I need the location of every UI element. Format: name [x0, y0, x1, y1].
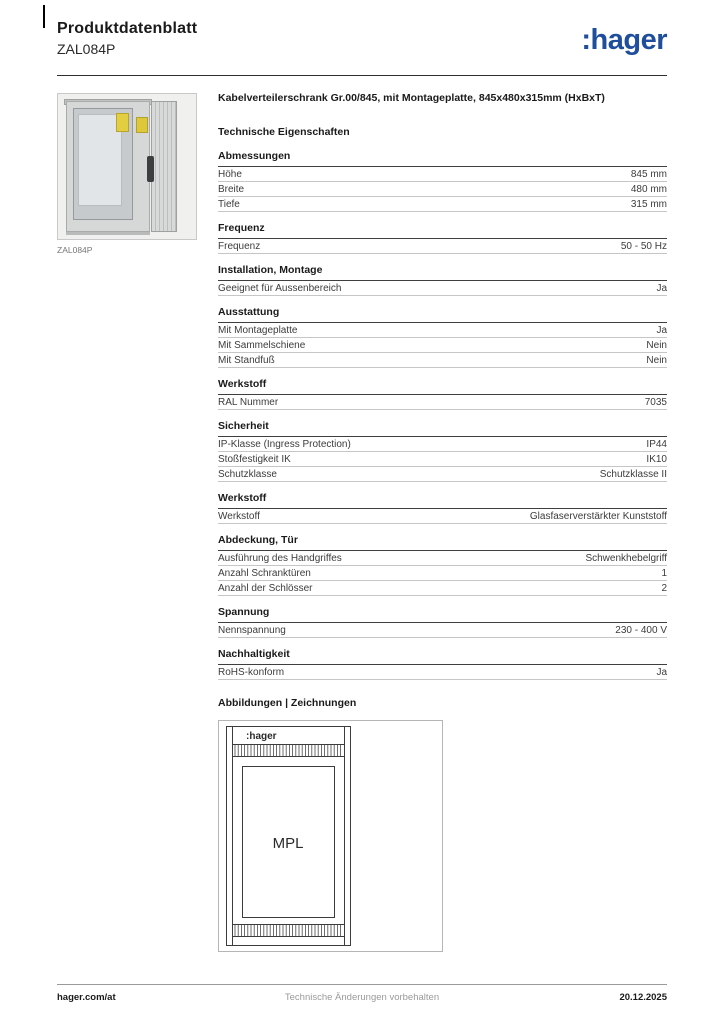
- specs-heading: Technische Eigenschaften: [218, 126, 350, 139]
- spec-value: 315 mm: [630, 198, 667, 210]
- spec-section: [218, 375, 667, 410]
- spec-row: [218, 353, 667, 368]
- footer-divider: [57, 984, 667, 985]
- spec-row: [218, 509, 667, 524]
- spec-label: Anzahl der Schlösser: [218, 582, 313, 594]
- page-title: Produktdatenblatt: [57, 20, 198, 37]
- spec-row: [218, 452, 667, 467]
- spec-section: [218, 603, 667, 638]
- cabinet-door-open: [151, 101, 177, 232]
- drawings-heading: Abbildungen | Zeichnungen: [218, 697, 357, 710]
- spec-row: [218, 281, 667, 296]
- spec-label: Tiefe: [218, 198, 240, 210]
- cabinet-interior: [73, 108, 133, 220]
- door-handle: [147, 156, 154, 182]
- header-divider: [57, 75, 667, 76]
- main-content: [218, 92, 667, 952]
- yellow-document-tag: [116, 113, 129, 132]
- spec-label: Mit Standfuß: [218, 354, 275, 366]
- spec-value: Glasfaserverstärkter Kunststoff: [529, 510, 667, 522]
- spec-label: Frequenz: [218, 240, 261, 252]
- spec-row: [218, 623, 667, 638]
- spec-value: 1: [661, 567, 667, 579]
- vent-grille-top: [235, 745, 341, 756]
- spec-section: [218, 645, 667, 680]
- section-title: Ausstattung: [218, 303, 667, 323]
- spec-label: Werkstoff: [218, 510, 260, 522]
- spec-label: Anzahl Schranktüren: [218, 567, 311, 579]
- hager-logo: :hager: [581, 24, 667, 56]
- spec-section: [218, 417, 667, 482]
- section-title: Nachhaltigkeit: [218, 645, 667, 665]
- technical-drawing: [218, 720, 443, 952]
- section-title: Abdeckung, Tür: [218, 531, 667, 551]
- vent-grille-bottom: [235, 925, 341, 936]
- photo-caption: ZAL084P: [57, 245, 93, 255]
- section-title: Frequenz: [218, 219, 667, 239]
- spec-section: [218, 531, 667, 596]
- spec-row: [218, 551, 667, 566]
- drawing-logo: :hager: [246, 731, 277, 743]
- yellow-door-pocket: [136, 117, 148, 133]
- spec-value: 7035: [644, 396, 667, 408]
- spec-section: [218, 489, 667, 524]
- spec-label: Stoßfestigkeit IK: [218, 453, 291, 465]
- section-title: Werkstoff: [218, 375, 667, 395]
- spec-row: [218, 197, 667, 212]
- spec-label: Mit Montageplatte: [218, 324, 298, 336]
- spec-value: IK10: [646, 453, 667, 465]
- spec-row: [218, 437, 667, 452]
- spec-label: Mit Sammelschiene: [218, 339, 306, 351]
- spec-label: RAL Nummer: [218, 396, 279, 408]
- spec-section: [218, 261, 667, 296]
- spec-label: Ausführung des Handgriffes: [218, 552, 342, 564]
- footer-disclaimer: Technische Änderungen vorbehalten: [284, 992, 440, 1003]
- spec-row: [218, 239, 667, 254]
- spec-value: Ja: [656, 666, 667, 678]
- spec-row: [218, 467, 667, 482]
- spec-value: 230 - 400 V: [615, 624, 667, 636]
- product-photo: [57, 93, 197, 240]
- spec-label: Breite: [218, 183, 245, 195]
- spec-value: Ja: [656, 324, 667, 336]
- spec-row: [218, 182, 667, 197]
- spec-label: Schutzklasse: [218, 468, 277, 480]
- spec-row: [218, 581, 667, 596]
- spec-label: Nennspannung: [218, 624, 286, 636]
- spec-row: [218, 338, 667, 353]
- spec-label: Höhe: [218, 168, 242, 180]
- spec-section: [218, 219, 667, 254]
- spec-row: [218, 566, 667, 581]
- product-code: ZAL084P: [57, 41, 116, 57]
- section-title: Installation, Montage: [218, 261, 667, 281]
- spec-value: Schwenkhebelgriff: [585, 552, 667, 564]
- spec-value: 480 mm: [630, 183, 667, 195]
- spec-value: Ja: [656, 282, 667, 294]
- spec-row: [218, 167, 667, 182]
- spec-value: Schutzklasse II: [599, 468, 667, 480]
- mounting-plate-label: MPL: [272, 835, 304, 853]
- drawing-svg: [219, 721, 442, 951]
- spec-row: [218, 665, 667, 680]
- spec-row: [218, 395, 667, 410]
- section-title: Abmessungen: [218, 147, 667, 167]
- spec-label: RoHS-konform: [218, 666, 285, 678]
- spec-value: 50 - 50 Hz: [620, 240, 667, 252]
- spec-value: Nein: [646, 354, 667, 366]
- spec-value: IP44: [646, 438, 667, 450]
- spec-label: Geeignet für Aussenbereich: [218, 282, 342, 294]
- section-title: Werkstoff: [218, 489, 667, 509]
- spec-value: Nein: [646, 339, 667, 351]
- spec-label: IP-Klasse (Ingress Protection): [218, 438, 351, 450]
- footer-date: 20.12.2025: [619, 992, 667, 1003]
- spec-row: [218, 323, 667, 338]
- spec-value: 845 mm: [630, 168, 667, 180]
- section-title: Spannung: [218, 603, 667, 623]
- spec-sections: [218, 147, 667, 680]
- cabinet-base-shadow: [66, 232, 150, 235]
- spec-value: 2: [661, 582, 667, 594]
- product-title: Kabelverteilerschrank Gr.00/845, mit Montageplatte, 845x480x315mm (HxBxT): [218, 92, 605, 104]
- spec-section: [218, 147, 667, 212]
- spec-section: [218, 303, 667, 368]
- section-title: Sicherheit: [218, 417, 667, 437]
- footer-website-link[interactable]: hager.com/at: [57, 992, 116, 1003]
- crop-mark: [43, 5, 45, 28]
